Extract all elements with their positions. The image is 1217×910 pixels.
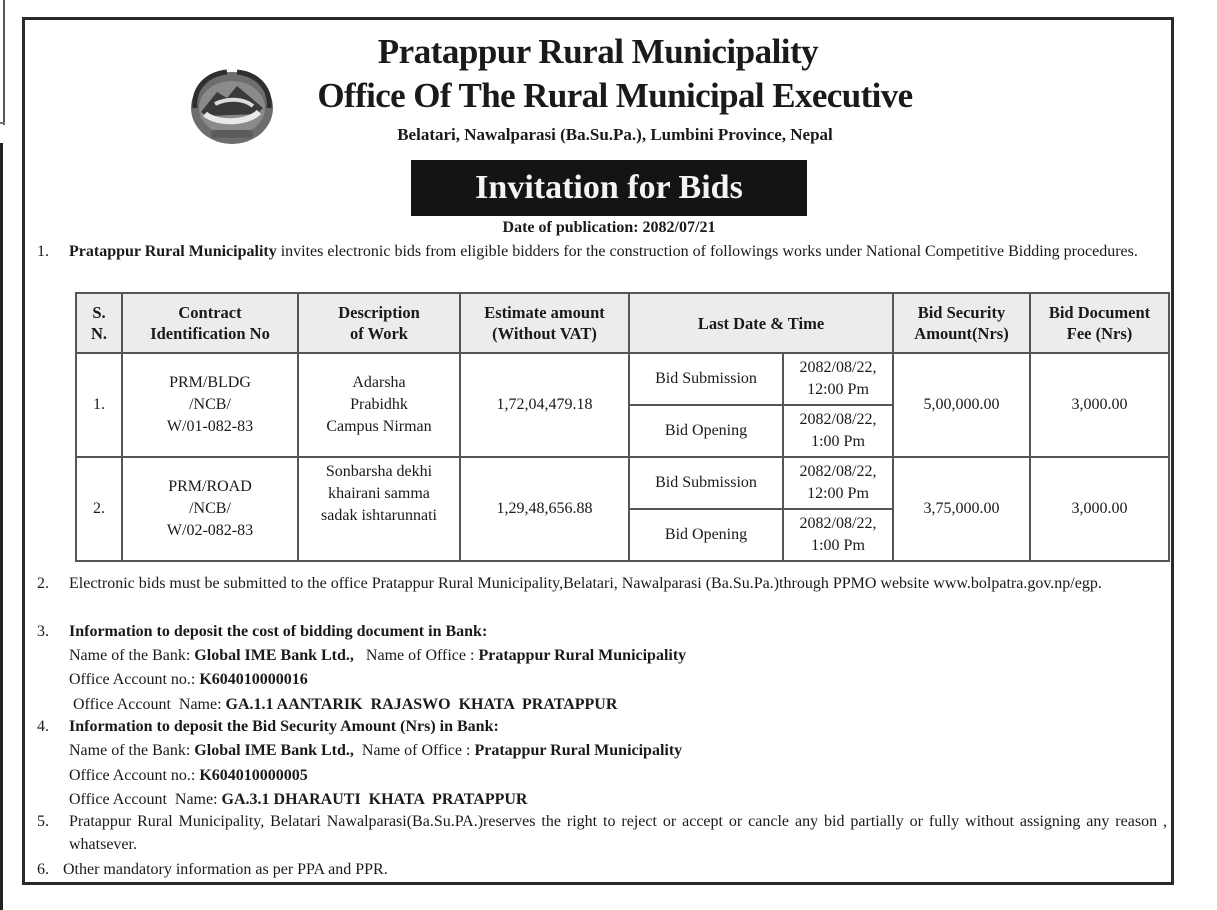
account-name: GA.1.1 AANTARIK RAJASWO KHATA PRATAPPUR: [225, 696, 618, 713]
clause-number: 1.: [37, 243, 49, 260]
table-header-row: [76, 293, 1169, 353]
cell-doc-fee: 3,000.00: [1030, 353, 1169, 457]
cell-sn: 2.: [76, 457, 122, 561]
works-table: [75, 292, 1170, 562]
cell-estimate: 1,29,48,656.88: [460, 457, 629, 561]
cell-description: Sonbarsha dekhi khairani samma sadak ishtarunnati: [298, 457, 460, 561]
bank-name: Global IME Bank Ltd.,: [194, 647, 354, 664]
clause-lead: Pratappur Rural Municipality: [69, 243, 277, 260]
publication-date: Date of publication: 2082/07/21: [502, 219, 716, 236]
nepal-emblem-icon: [187, 68, 277, 148]
cell-opening-date: 2082/08/22, 1:00 Pm: [783, 405, 893, 457]
clause-3-account-no: Office Account no.: K604010000016: [69, 671, 308, 688]
adjacent-page-edge-mark: [0, 122, 5, 124]
cell-submission-label: Bid Submission: [629, 457, 783, 509]
municipality-title: Pratappur Rural Municipality: [377, 32, 819, 71]
clause-3-number: 3.: [37, 623, 49, 640]
invitation-banner: Invitation for Bids: [411, 160, 807, 216]
cell-contract-id: PRM/BLDG /NCB/ W/01-082-83: [122, 353, 298, 457]
clause-text: Pratappur Rural Municipality, Belatari Nawalparasi(Ba.Su.PA.)reserves the right to reject or accept or cancle any bid partially or fully without assigning any reason , whatsever.: [69, 813, 1167, 853]
clause-number: 5.: [37, 813, 49, 830]
col-bid-security: Bid Security Amount(Nrs): [893, 293, 1030, 353]
cell-sn: 1.: [76, 353, 122, 457]
clause-4-bank-line: Name of the Bank: Global IME Bank Ltd., Name of Office : Pratappur Rural Municipality: [69, 742, 683, 759]
cell-submission-date: 2082/08/22, 12:00 Pm: [783, 353, 893, 405]
bank-name: Global IME Bank Ltd.,: [194, 742, 354, 759]
office-address: Belatari, Nawalparasi (Ba.Su.Pa.), Lumbini Province, Nepal: [397, 125, 833, 144]
adjacent-page-edge: [0, 0, 5, 125]
cell-submission-date: 2082/08/22, 12:00 Pm: [783, 457, 893, 509]
clause-1: [37, 240, 1167, 290]
col-contract-id: Contract Identification No: [122, 293, 298, 353]
clause-5: [37, 810, 1167, 858]
bid-notice: [22, 17, 1174, 885]
cell-bid-security: 3,75,000.00: [893, 457, 1030, 561]
cell-estimate: 1,72,04,479.18: [460, 353, 629, 457]
account-number: K604010000005: [199, 767, 308, 784]
cell-bid-security: 5,00,000.00: [893, 353, 1030, 457]
clause-6-text: Other mandatory information as per PPA and PPR.: [63, 861, 388, 878]
cell-submission-label: Bid Submission: [629, 353, 783, 405]
account-number: K604010000016: [199, 671, 308, 688]
clause-4-account-name: Office Account Name: GA.3.1 DHARAUTI KHATA PRATAPPUR: [69, 791, 528, 808]
clause-6-number: 6.: [37, 861, 49, 878]
cell-contract-id: PRM/ROAD /NCB/ W/02-082-83: [122, 457, 298, 561]
table-row: [76, 457, 1169, 509]
cell-opening-label: Bid Opening: [629, 509, 783, 561]
clause-text: Electronic bids must be submitted to the office Pratappur Rural Municipality,Belatari, Nawalparasi (Ba.Su.Pa.)through PPMO website www.bolpatra.gov.np/egp.: [69, 575, 1102, 592]
clause-2: [37, 572, 1167, 620]
clause-3-account-name: Office Account Name: GA.1.1 AANTARIK RAJASWO KHATA PRATAPPUR: [73, 696, 618, 713]
col-estimate: Estimate amount (Without VAT): [460, 293, 629, 353]
account-name: GA.3.1 DHARAUTI KHATA PRATAPPUR: [221, 791, 528, 808]
clause-4-number: 4.: [37, 718, 49, 735]
cell-doc-fee: 3,000.00: [1030, 457, 1169, 561]
col-description: Description of Work: [298, 293, 460, 353]
office-title: Office Of The Rural Municipal Executive: [317, 76, 913, 115]
cell-opening-label: Bid Opening: [629, 405, 783, 457]
clause-3-bank-line: Name of the Bank: Global IME Bank Ltd., Name of Office : Pratappur Rural Municipality: [69, 647, 687, 664]
table-row: [76, 353, 1169, 405]
col-doc-fee: Bid Document Fee (Nrs): [1030, 293, 1169, 353]
col-last-date: Last Date & Time: [629, 293, 893, 353]
clause-4-account-no: Office Account no.: K604010000005: [69, 767, 308, 784]
cell-opening-date: 2082/08/22, 1:00 Pm: [783, 509, 893, 561]
col-sn: S. N.: [76, 293, 122, 353]
office-name: Pratappur Rural Municipality: [474, 742, 683, 759]
office-name: Pratappur Rural Municipality: [478, 647, 687, 664]
clause-3-heading: Information to deposit the cost of bidding document in Bank:: [69, 623, 488, 640]
cell-description: Adarsha Prabidhk Campus Nirman: [298, 353, 460, 457]
adjacent-page-border: [0, 143, 3, 910]
clause-text: invites electronic bids from eligible bidders for the construction of followings works under National Competitive Bidding procedures.: [276, 243, 1138, 260]
clause-number: 2.: [37, 575, 49, 592]
clause-4-heading: Information to deposit the Bid Security Amount (Nrs) in Bank:: [69, 718, 499, 735]
